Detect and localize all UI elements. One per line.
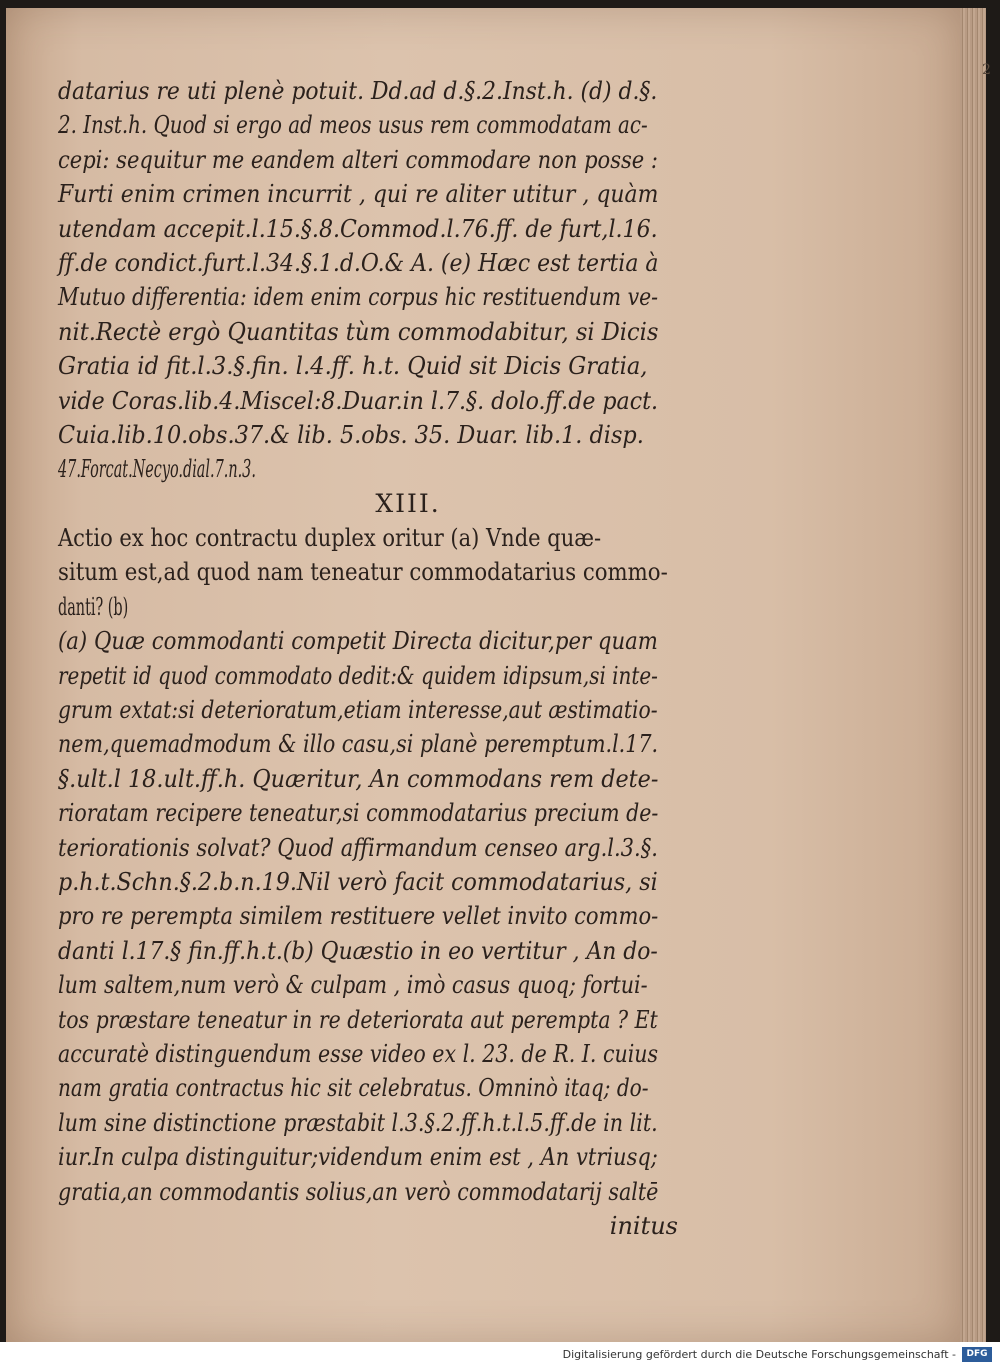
catchword: initus <box>609 1211 678 1240</box>
text-line: utendam accepit.l.15.§.8.Commod.l.76.ff. de furt,l.16. <box>58 214 658 243</box>
text-line: Cuia.lib.10.obs.37.& lib. 5.obs. 35. Duar. lib.1. disp. <box>58 420 644 449</box>
text-line: gratia,an commodantis solius,an verò commodatarij saltē <box>58 1177 659 1206</box>
text-line: §.ult.l 18.ult.ff.h. Quæritur, An commodans rem dete- <box>58 764 659 793</box>
text-line: 47.Forcat.Necyo.dial.7.n.3. <box>58 455 256 484</box>
page-text <box>58 74 698 1243</box>
text-line: danti? (b) <box>58 592 129 621</box>
text-line: pro re perempta similem restituere vellet invito commo- <box>58 902 659 931</box>
text-line: Furti enim crimen incurrit , qui re aliter utitur , quàm <box>58 180 659 209</box>
footer-bar <box>0 1342 1000 1370</box>
text-line: Actio ex hoc contractu duplex oritur (a) Vnde quæ- <box>58 524 602 553</box>
text-line: grum extat:si deterioratum,etiam interesse,aut æstimatio- <box>58 696 658 725</box>
text-line: (a) Quæ commodanti competit Directa dicitur,per quam <box>58 627 658 656</box>
text-line: cepi: sequitur me eandem alteri commodare non posse : <box>58 145 659 174</box>
text-line: Mutuo differentia: idem enim corpus hic restituendum ve- <box>58 283 659 312</box>
text-line: p.h.t.Schn.§.2.b.n.19.Nil verò facit commodatarius, si <box>58 867 658 896</box>
text-line: vide Coras.lib.4.Miscel:8.Duar.in l.7.§. dolo.ff.de pact. <box>58 386 658 415</box>
text-line: rioratam recipere teneatur,si commodatarius precium de- <box>58 799 659 828</box>
text-line: lum saltem,num verò & culpam , imò casus quoq; fortui- <box>58 971 648 1000</box>
text-line: nit.Rectè ergò Quantitas tùm commodabitur, si Dicis <box>58 317 659 346</box>
dfg-logo: DFG <box>962 1347 992 1362</box>
text-line: Gratia id fit.l.3.§.fin. l.4.ff. h.t. Quid sit Dicis Gratia, <box>58 352 648 381</box>
text-line: accuratè distinguendum esse video ex l. 23. de R. I. cuius <box>58 1039 659 1068</box>
text-line: lum sine distinctione præstabit l.3.§.2.ff.h.t.l.5.ff.de in lit. <box>58 1108 658 1137</box>
text-line: nam gratia contractus hic sit celebratus. Omninò itaq; do- <box>58 1074 649 1103</box>
page-edges <box>960 8 986 1342</box>
text-line: datarius re uti plenè potuit. Dd.ad d.§.2.Inst.h. (d) d.§. <box>58 77 658 105</box>
footer-credit: Digitalisierung gefördert durch die Deutsche Forschungsgemeinschaft - <box>562 1348 956 1361</box>
section-heading: XIII. <box>375 488 441 518</box>
text-line: teriorationis solvat? Quod affirmandum censeo arg.l.3.§. <box>58 833 658 862</box>
text-line: repetit id quod commodato dedit:& quidem idipsum,si inte- <box>58 661 658 690</box>
corner-mark: 2 <box>982 62 991 78</box>
text-line: tos præstare teneatur in re deteriorata aut perempta ? Et <box>58 1005 658 1034</box>
text-line: danti l.17.§ fin.ff.h.t.(b) Quæstio in eo vertitur , An do- <box>58 936 658 965</box>
text-line: 2. Inst.h. Quod si ergo ad meos usus rem commodatam ac- <box>58 111 648 140</box>
text-line: iur.In culpa distinguitur;videndum enim est , An vtriusq; <box>58 1143 658 1172</box>
text-line: ff.de condict.furt.l.34.§.1.d.O.& A. (e) Hæc est tertia à <box>58 248 659 277</box>
text-line: situm est,ad quod nam teneatur commodatarius commo- <box>58 558 668 587</box>
text-line: nem,quemadmodum & illo casu,si planè peremptum.l.17. <box>58 730 659 759</box>
